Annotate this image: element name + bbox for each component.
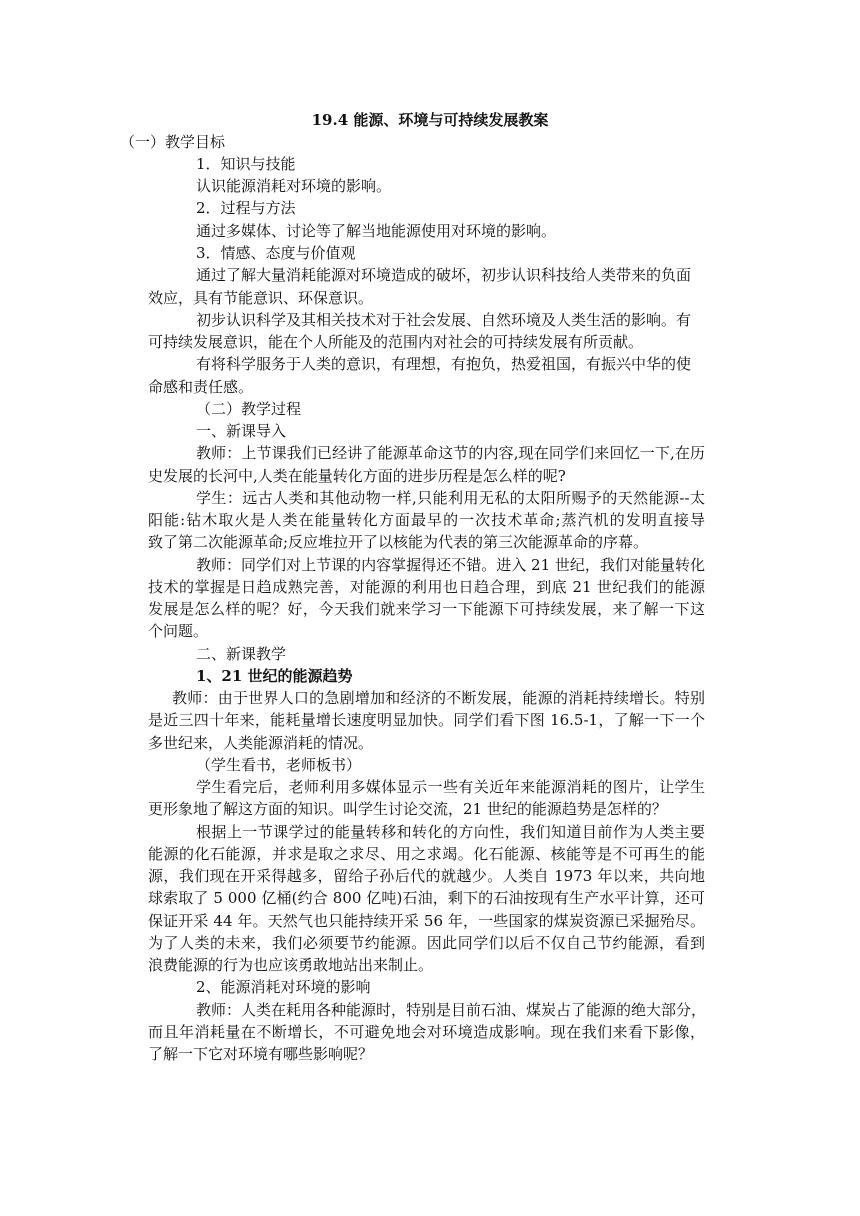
subheading: 一、新课导入: [196, 422, 287, 440]
document-title: 19.4 能源、环境与可持续发展教案: [311, 111, 549, 129]
paragraph-line: 通过多媒体、讨论等了解当地能源使用对环境的影响。: [196, 222, 557, 240]
paragraph-line: 初步认识科学及其相关技术对于社会发展、自然环境及人类生活的影响。有: [196, 311, 692, 329]
paragraph-line: 史发展的长河中,人类在能量转化方面的进步历程是怎么样的呢?: [148, 467, 566, 485]
paragraph-line: 发展是怎么样的呢？好，今天我们就来学习一下能源下可持续发展，来了解一下这: [148, 600, 705, 618]
paragraph-line: 保证开采 44 年。天然气也只能持续开采 56 年，一些国家的煤炭资源已采掘殆尽。: [148, 912, 705, 930]
paragraph-line: 可持续发展意识，能在个人所能及的范围内对社会的可持续发展有所贡献。: [148, 333, 644, 351]
paragraph-line: 教师：上节课我们已经讲了能源革命这节的内容,现在同学们来回忆一下,在历: [196, 444, 705, 462]
paragraph-line: 致了第二次能源革命;反应堆拉开了以核能为代表的第三次能源革命的序幕。: [148, 533, 649, 551]
subheading: 二、新课教学: [196, 645, 287, 663]
subheading: 3．情感、态度与价值观: [196, 244, 356, 262]
paragraph-line: 学生：远古人类和其他动物一样,只能利用无私的太阳所赐予的天然能源--太: [196, 489, 705, 507]
paragraph-line: 教师：人类在耗用各种能源时，特别是目前石油、煤炭占了能源的绝大部分，: [196, 1001, 707, 1019]
paragraph-line: 教师：同学们对上节课的内容掌握得还不错。进入 21 世纪，我们对能量转化: [196, 556, 705, 574]
paragraph-line: 源，我们现在开采得越多，留给子孙后代的就越少。人类自 1973 年以来，共向地: [148, 867, 705, 885]
paragraph-line: 为了人类的未来，我们必须要节约能源。因此同学们以后不仅自己节约能源，看到: [148, 934, 705, 952]
section-heading: （二）教学过程: [196, 400, 302, 418]
paragraph-line: （学生看书，老师板书）: [196, 756, 362, 774]
section-heading: （一）教学目标: [120, 133, 226, 151]
subheading: 1．知识与技能: [196, 155, 296, 173]
paragraph-line: 效应，具有节能意识、环保意识。: [148, 289, 374, 307]
paragraph-line: 球索取了 5 000 亿桶(约合 800 亿吨)石油，剩下的石油按现有生产水平计算，还可: [148, 889, 705, 907]
paragraph-line: 是近三四十年来，能耗量增长速度明显加快。同学们看下图 16.5-1，了解一下一个: [148, 711, 705, 729]
paragraph-line: 个问题。: [148, 622, 209, 640]
paragraph-line: 多世纪来，人类能源消耗的情况。: [148, 734, 374, 752]
paragraph-line: 技术的掌握是日趋成熟完善，对能源的利用也日趋合理，到底 21 世纪我们的能源: [148, 578, 705, 596]
paragraph-line: 通过了解大量消耗能源对环境造成的破坏，初步认识科技给人类带来的负面: [196, 266, 692, 284]
paragraph-line: 了解一下它对环境有哪些影响呢？: [148, 1045, 374, 1063]
paragraph-line: 教师：由于世界人口的急剧增加和经济的不断发展，能源的消耗持续增长。特别: [172, 689, 705, 707]
paragraph-line: 根据上一节课学过的能量转移和转化的方向性，我们知道目前作为人类主要: [196, 823, 705, 841]
subheading: 2、能源消耗对环境的影响: [196, 978, 371, 996]
paragraph-line: 浪费能源的行为也应该勇敢地站出来制止。: [148, 956, 434, 974]
paragraph-line: 能源的化石能源，并求是取之求尽、用之求竭。化石能源、核能等是不可再生的能: [148, 845, 705, 863]
subheading: 1、21 世纪的能源趋势: [196, 667, 353, 685]
paragraph-line: 有将科学服务于人类的意识，有理想，有抱负，热爱祖国，有振兴中华的使: [196, 355, 692, 373]
paragraph-line: 更形象地了解这方面的知识。叫学生讨论交流，21 世纪的能源趋势是怎样的？: [148, 800, 667, 818]
paragraph-line: 而且年消耗量在不断增长，不可避免地会对环境造成影响。现在我们来看下影像，: [148, 1023, 705, 1041]
paragraph-line: 学生看完后，老师利用多媒体显示一些有关近年来能源消耗的图片，让学生: [196, 778, 705, 796]
paragraph-line: 命感和责任感。: [148, 378, 254, 396]
paragraph-line: 阳能:钻木取火是人类在能量转化方面最早的一次技术革命;蒸汽机的发明直接导: [148, 511, 705, 529]
paragraph-line: 认识能源消耗对环境的影响。: [196, 177, 392, 195]
subheading: 2．过程与方法: [196, 199, 296, 217]
